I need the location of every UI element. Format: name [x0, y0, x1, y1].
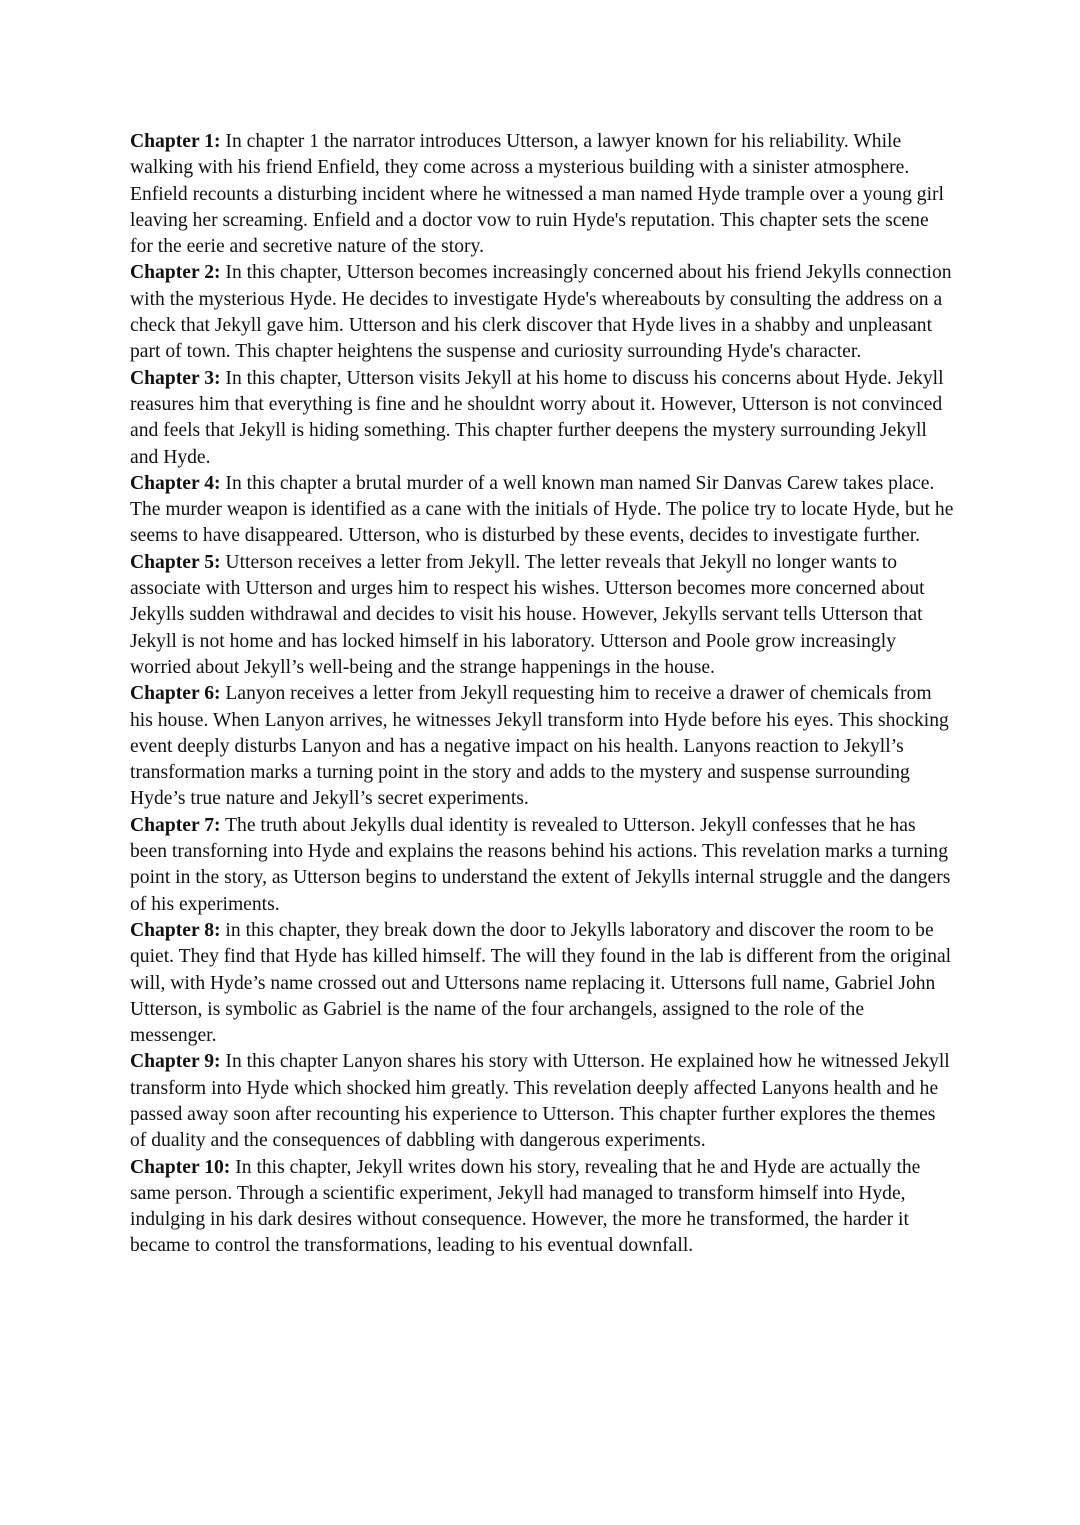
chapter-2-label: Chapter 2: — [130, 262, 221, 284]
chapter-6-label: Chapter 6: — [130, 683, 221, 705]
chapter-7-text: The truth about Jekylls dual identity is revealed to Utterson. Jekyll confesses that he has been transforning into Hyde and explains the reasons behind his actions. This revelation marks a turning point in the story, as Utterson begins to understand the extent of Jekylls internal struggle and the dangers of his experiments. — [130, 814, 951, 915]
chapter-10-label: Chapter 10: — [130, 1156, 231, 1178]
chapter-8-text: in this chapter, they break down the door to Jekylls laboratory and discover the room to be quiet. They find that Hyde has killed himself. The will they found in the lab is different from the original will, with Hyde’s name crossed out and Uttersons name replacing it. Uttersons full name, Gabriel John Utterson, is symbolic as Gabriel is the name of the four archangels, assigned to the role of the messenger. — [130, 919, 952, 1047]
chapter-2-summary — [130, 260, 955, 365]
chapter-3-text: In this chapter, Utterson visits Jekyll at his home to discuss his concerns about Hyde. Jekyll reasures him that everything is fine and he shouldnt worry about it. However, Utterson is not convinced and feels that Jekyll is hiding something. This chapter further deepens the mystery surrounding Jekyll and Hyde. — [130, 367, 944, 468]
chapter-10-text: In this chapter, Jekyll writes down his story, revealing that he and Hyde are actually the same person. Through a scientific experiment, Jekyll had managed to transform himself into Hyde, indulging in his dark desires without consequence. However, the more he transformed, the harder it became to control the transformations, leading to his eventual downfall. — [130, 1156, 921, 1257]
chapter-2-text: In this chapter, Utterson becomes increasingly concerned about his friend Jekylls connection with the mysterious Hyde. He decides to investigate Hyde's whereabouts by consulting the address on a check that Jekyll gave him. Utterson and his clerk discover that Hyde lives in a shabby and unpleasant part of town. This chapter heightens the suspense and curiosity surrounding Hyde's character. — [130, 262, 952, 363]
chapter-3-label: Chapter 3: — [130, 367, 221, 389]
chapter-6-summary — [130, 681, 955, 812]
chapter-4-summary — [130, 471, 955, 550]
chapter-3-summary — [130, 366, 955, 471]
chapter-9-text: In this chapter Lanyon shares his story with Utterson. He explained how he witnessed Jekyll transform into Hyde which shocked him greatly. This revelation deeply affected Lanyons health and he passed away soon after recounting his experience to Utterson. This chapter further explores the themes of duality and the consequences of dabbling with dangerous experiments. — [130, 1051, 950, 1152]
chapter-8-summary — [130, 918, 955, 1049]
chapter-6-text: Lanyon receives a letter from Jekyll requesting him to receive a drawer of chemicals from his house. When Lanyon arrives, he witnesses Jekyll transform into Hyde before his eyes. This shocking event deeply disturbs Lanyon and has a negative impact on his health. Lanyons reaction to Jekyll’s transformation marks a turning point in the story and adds to the mystery and suspense surrounding Hyde’s true nature and Jekyll’s secret experiments. — [130, 683, 949, 810]
chapter-9-label: Chapter 9: — [130, 1051, 221, 1073]
chapter-5-label: Chapter 5: — [130, 551, 221, 573]
chapter-4-label: Chapter 4: — [130, 472, 221, 494]
chapter-8-label: Chapter 8: — [130, 919, 221, 941]
chapter-1-summary — [130, 129, 955, 260]
chapter-5-summary — [130, 550, 955, 681]
chapter-1-label: Chapter 1: — [130, 131, 221, 152]
chapter-1-text: In chapter 1 the narrator introduces Utterson, a lawyer known for his reliability. While walking with his friend Enfield, they come across a mysterious building with a sinister atmosphere. Enfield recounts a disturbing incident where he witnessed a man named Hyde trample over a young girl leaving her screaming. Enfield and a doctor vow to ruin Hyde's reputation. This chapter sets the scene for the eerie and secretive nature of the story. — [130, 131, 944, 258]
chapter-5-text: Utterson receives a letter from Jekyll. The letter reveals that Jekyll no longer wants to associate with Utterson and urges him to respect his wishes. Utterson becomes more concerned about Jekylls sudden withdrawal and decides to visit his house. However, Jekylls servant tells Utterson that Jekyll is not home and has locked himself in his laboratory. Utterson and Poole grow increasingly worried about Jekyll’s well-being and the strange happenings in the house. — [130, 551, 925, 678]
chapter-7-label: Chapter 7: — [130, 814, 221, 836]
chapter-9-summary — [130, 1049, 955, 1154]
document-page — [130, 129, 955, 1260]
chapter-10-summary — [130, 1155, 955, 1260]
chapter-4-text: In this chapter a brutal murder of a well known man named Sir Danvas Carew takes place. The murder weapon is identified as a cane with the initials of Hyde. The police try to locate Hyde, but he seems to have disappeared. Utterson, who is disturbed by these events, decides to investigate further. — [130, 472, 954, 547]
chapter-7-summary — [130, 813, 955, 918]
